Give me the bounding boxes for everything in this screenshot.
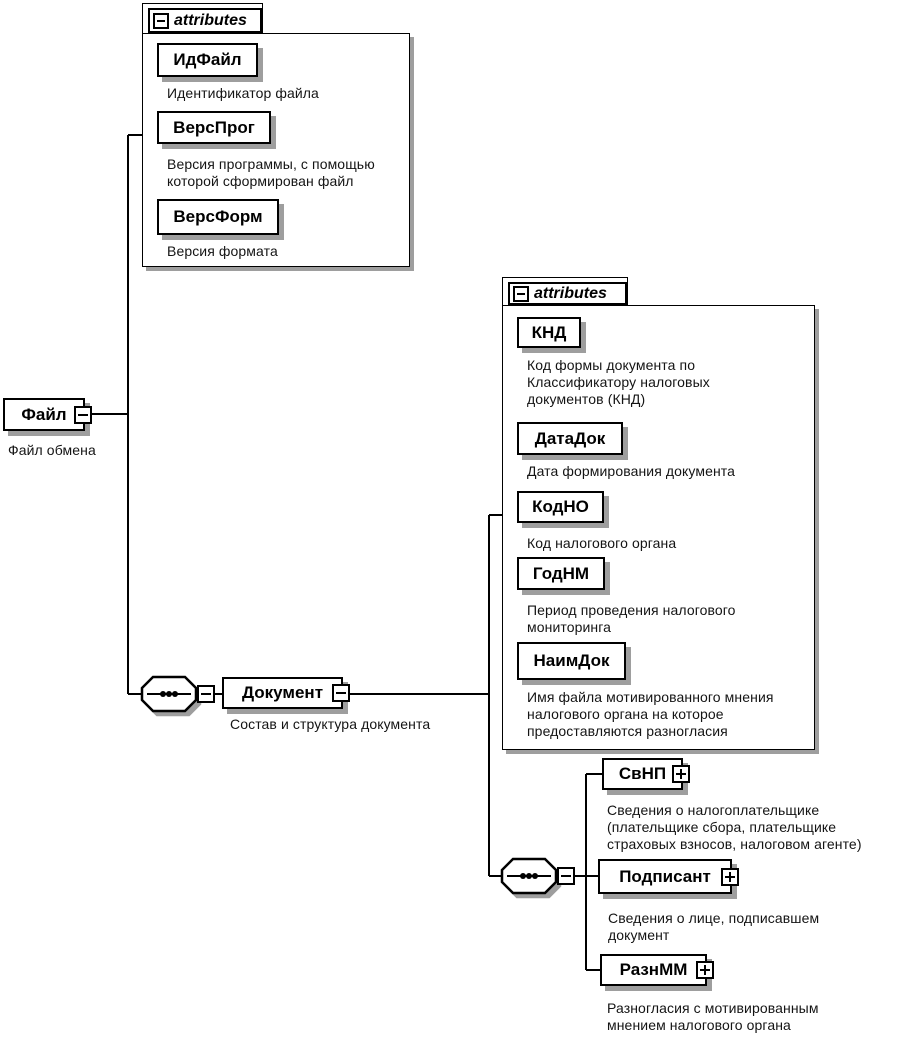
attribute-name: ИдФайл [173, 50, 242, 69]
attributes-tab-box [148, 8, 262, 33]
collapse-icon[interactable] [513, 286, 529, 302]
attribute-versprog[interactable] [157, 111, 271, 144]
element-name: Файл [21, 404, 67, 424]
sequence-icon [140, 675, 198, 713]
collapse-icon[interactable] [332, 684, 350, 702]
attribute-name: КодНО [532, 497, 589, 516]
annotation-raznmm: Разногласия с мотивированным мнением налогового органа [607, 1000, 819, 1033]
element-name: Документ [241, 683, 324, 702]
sequence-icon [500, 857, 558, 895]
attributes-tab-file[interactable] [142, 3, 263, 33]
element-podpisant[interactable] [598, 859, 732, 894]
attribute-name: НаимДок [533, 651, 610, 670]
annotation-knd: Код формы документа по Классификатору налоговых документов (КНД) [527, 357, 710, 407]
annotation-svnp: Сведения о налогоплательщике (плательщике сбора, плательщике страховых взносов, налоговом агенте) [607, 802, 862, 852]
expand-icon[interactable] [672, 765, 690, 783]
attribute-name: ДатаДок [534, 428, 606, 448]
sequence-connector[interactable] [140, 675, 198, 713]
collapse-icon[interactable] [557, 867, 575, 885]
annotation-idfayl: Идентификатор файла [167, 85, 319, 101]
expand-icon[interactable] [696, 961, 714, 979]
collapse-icon[interactable] [74, 406, 92, 424]
element-document[interactable] [222, 677, 343, 709]
attribute-datadok[interactable] [517, 422, 623, 455]
attribute-name: ВерсПрог [173, 117, 255, 137]
element-name: Подписант [619, 866, 711, 886]
attribute-knd[interactable] [517, 317, 581, 348]
annotation-datadok: Дата формирования документа [527, 463, 736, 479]
annotation-versprog: Версия программы, с помощью которой сформирован файл [167, 156, 375, 189]
collapse-icon[interactable] [153, 13, 169, 29]
annotation-document: Состав и структура документа [230, 716, 431, 732]
attribute-godnm[interactable] [517, 557, 605, 590]
sequence-connector[interactable] [500, 857, 558, 895]
collapse-icon[interactable] [197, 685, 215, 703]
element-file[interactable] [3, 398, 85, 431]
annotation-naimdok: Имя файла мотивированного мнения налогового органа на которое предоставляются разногласия [527, 689, 774, 739]
attributes-label: attributes [174, 11, 247, 29]
element-name: РазнММ [619, 960, 688, 979]
attribute-name: ВерсФорм [173, 207, 263, 226]
attributes-label: attributes [534, 284, 607, 302]
element-name: СвНП [618, 764, 667, 783]
attribute-name: КНД [531, 322, 567, 342]
element-raznmm[interactable] [600, 954, 707, 986]
expand-icon[interactable] [721, 868, 739, 886]
attribute-idfayl[interactable] [157, 43, 258, 77]
attribute-naimdok[interactable] [517, 642, 626, 680]
annotation-godnm: Период проведения налогового мониторинга [527, 602, 736, 635]
annotation-kodno: Код налогового органа [527, 535, 677, 551]
attribute-kodno[interactable] [517, 491, 604, 523]
annotation-file: Файл обмена [8, 442, 96, 458]
attribute-versform[interactable] [157, 199, 279, 235]
attribute-name: ГодНМ [532, 563, 590, 583]
attributes-tab-document[interactable] [502, 277, 628, 305]
annotation-podpisant: Сведения о лице, подписавшем документ [608, 910, 820, 943]
attributes-tab-box [508, 282, 627, 305]
annotation-versform: Версия формата [167, 243, 278, 259]
element-svnp[interactable] [602, 758, 683, 790]
